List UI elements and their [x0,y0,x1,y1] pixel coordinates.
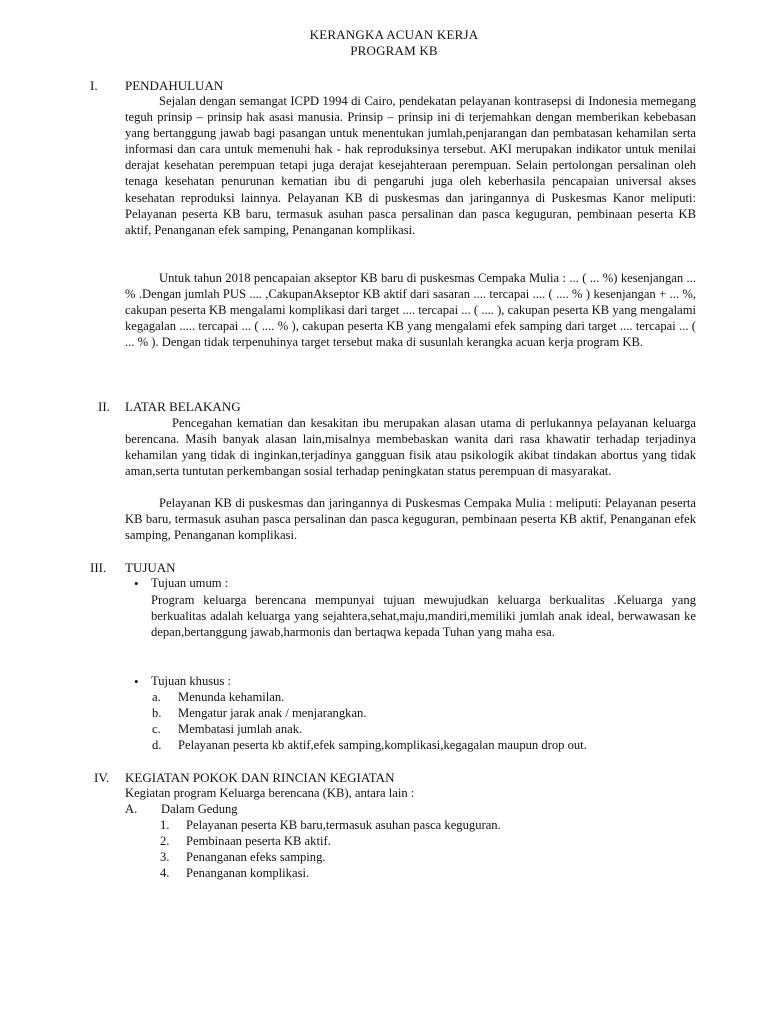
section-1-number: I. [90,78,98,93]
list-marker: 1. [160,818,170,832]
list-marker: 3. [160,850,170,864]
section-2-paragraph-1: Pencegahan kematian dan kesakitan ibu merupakan alasan utama di perlukannya pelayanan keluarga berencana. Masih banyak alasan lain,misalnya membebaskan wanita dari rasa khawatir terhadap terjadinya kehamilan yang tidak di inginkan,terjadinya gangguan fisik atau psikologik akibat tindakan abortus yang tidak aman,serta tuntutan perkembangan sosial terhadap peningkatan status perempuan di masyarakat. [125,416,696,479]
section-2-paragraph-2: Pelayanan KB di puskesmas dan jaringannya di Puskesmas Cempaka Mulia : meliputi: Pelayanan peserta KB baru, termasuk asuhan pasca persalinan dan pasca keguguran, pembinaan peserta KB aktif, Penanganan efek samping, Penanganan komplikasi. [125,496,696,543]
list-marker: d. [152,738,162,752]
list-item: Pelayanan peserta kb aktif,efek samping,komplikasi,kegagalan maupun drop out. [178,738,587,752]
document-subtitle: PROGRAM KB [350,43,438,58]
bullet-icon: • [134,576,139,591]
document-title: KERANGKA ACUAN KERJA [309,27,479,42]
section-1-paragraph-1: Sejalan dengan semangat ICPD 1994 di Cairo, pendekatan pelayanan kontrasepsi di Indonesia memegang teguh prinsip – prinsip hak asasi manusia. Prinsip – prinsip ini di terjemahkan dengan memberikan kebebasan yang bertanggung jawab bagi pasangan untuk menentukan jumlah,penjarangan dan pembatasan kehamilan serta informasi dan cara untuk memenuhi hak - hak reproduksinya tersebut. AKI merupakan indikator untuk menilai derajat kesehatan perempuan tetapi juga derajat kesejahteraan perempuan. Selain pertolongan persalinan oleh tenaga kesehatan penurunan kematian ibu di pengaruhi juga oleh keberhasila pencapaian universal akses kesehatan reproduksi lainnya. Pelayanan KB di puskesmas dan jaringannya di Puskesmas Kanor meliputi: Pelayanan peserta KB baru, termasuk asuhan pasca persalinan dan pasca keguguran, pembinaan peserta KB aktif, Penanganan efek samping, Penanganan komplikasi. [125,94,696,237]
section-1-paragraph-2: Untuk tahun 2018 pencapaian akseptor KB baru di puskesmas Cempaka Mulia : ... ( ... %) kesenjangan ... % .Dengan jumlah PUS .... ,CakupanAkseptor KB aktif dari sasaran .... tercapai .... ( .... % ) kesenjangan + ... %, cakupan peserta KB mengalami komplikasi dari target .... tercapai ... ( .... ), cakupan peserta KB yang mengalami kegagalan ..... tercapai ... ( .... % ), cakupan peserta KB yang mengalami efek samping dari target .... tercapai ... ( ... % ). Dengan tidak terpenuhinya target tersebut maka di susunlah kerangka acuan kerja program KB. [125,271,696,350]
list-marker: 2. [160,834,170,848]
tujuan-khusus-label: Tujuan khusus : [151,674,232,688]
section-4-number: IV. [94,770,110,785]
list-item: Pelayanan peserta KB baru,termasuk asuhan pasca keguguran. [186,818,501,832]
section-4-heading: KEGIATAN POKOK DAN RINCIAN KEGIATAN [125,770,395,785]
list-marker: b. [152,706,162,720]
list-item: Pembinaan peserta KB aktif. [186,834,331,848]
section-3-heading: TUJUAN [125,560,176,575]
section-2-number: II. [98,399,110,414]
list-item: Penanganan efeks samping. [186,850,326,864]
subsection-label: Dalam Gedung [161,802,238,816]
section-4-intro: Kegiatan program Keluarga berencana (KB), antara lain : [125,786,415,800]
subsection-marker: A. [125,802,138,816]
section-3-number: III. [90,560,107,575]
list-marker: a. [152,690,161,704]
list-item: Mengatur jarak anak / menjarangkan. [178,706,367,720]
bullet-icon: • [134,674,139,689]
tujuan-umum-text: Program keluarga berencana mempunyai tujuan mewujudkan keluarga berkualitas .Keluarga yang berkualitas adalah keluarga yang sejahtera,sehat,maju,mandiri,memiliki jumlah anak ideal, berwawasan ke depan,bertanggung jawab,harmonis dan bertaqwa kepada Tuhan yang maha esa. [151,593,696,640]
tujuan-umum-label: Tujuan umum : [151,576,229,590]
list-marker: c. [152,722,161,736]
section-2-heading: LATAR BELAKANG [125,399,241,414]
section-1-heading: PENDAHULUAN [125,78,224,93]
list-item: Menunda kehamilan. [178,690,285,704]
list-item: Membatasi jumlah anak. [178,722,303,736]
list-item: Penanganan komplikasi. [186,866,310,880]
list-marker: 4. [160,866,170,880]
